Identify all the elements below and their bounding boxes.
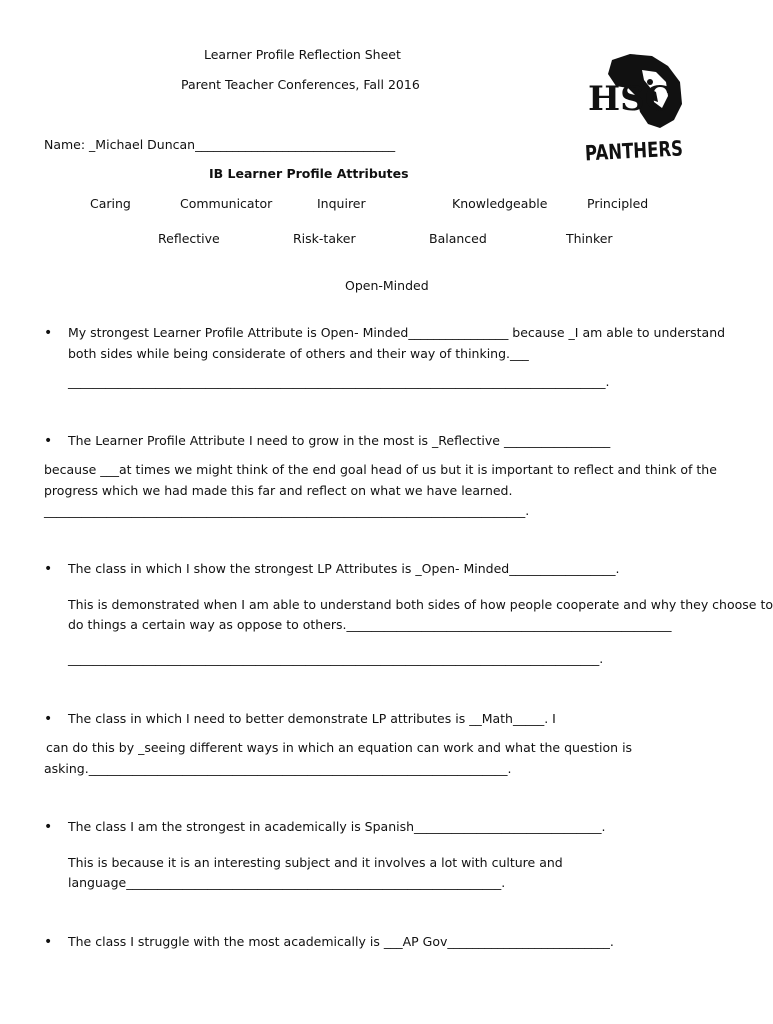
q3-line-3: do things a certain way as oppose to others.____________________________________________________	[68, 617, 672, 632]
attribute-reflective: Reflective	[158, 231, 220, 246]
q5-line-1: The class I am the strongest in academically is Spanish______________________________.	[68, 819, 606, 834]
attribute-principled: Principled	[587, 196, 649, 211]
q2-line-1: The Learner Profile Attribute I need to grow in the most is _Reflective _________________	[68, 433, 611, 448]
q1-line-1: My strongest Learner Profile Attribute is Open- Minded________________ because _I am able to understand	[68, 325, 726, 340]
q4-line-2: can do this by _seeing different ways in which an equation can work and what the question is	[46, 740, 633, 755]
q1-line-2: both sides while being considerate of others and their way of thinking.___	[68, 346, 529, 361]
q2-line-2: because ___at times we might think of the end goal head of us but it is important to reflect and think of the	[44, 462, 717, 477]
attribute-thinker: Thinker	[566, 231, 613, 246]
bullet-6: •	[44, 934, 53, 950]
bullet-3: •	[44, 561, 53, 577]
q5-line-2: This is because it is an interesting subject and it involves a lot with culture and	[68, 855, 563, 870]
bullet-2: •	[44, 433, 53, 449]
sheet-subtitle: Parent Teacher Conferences, Fall 2016	[181, 77, 420, 92]
bullet-5: •	[44, 819, 53, 835]
attribute-open-minded: Open-Minded	[345, 278, 429, 293]
q4-line-3: asking.___________________________________________________________________.	[44, 761, 512, 776]
q4-line-1: The class in which I need to better demonstrate LP attributes is __Math_____. I	[68, 711, 556, 726]
attribute-risk-taker: Risk-taker	[293, 231, 356, 246]
attributes-heading: IB Learner Profile Attributes	[209, 166, 409, 181]
q3-line-2: This is demonstrated when I am able to understand both sides of how people cooperate and why they choose to	[68, 597, 773, 612]
q1-line-3: ______________________________________________________________________________________.	[68, 374, 610, 389]
q3-line-1: The class in which I show the strongest LP Attributes is _Open- Minded_________________.	[68, 561, 620, 576]
attribute-communicator: Communicator	[180, 196, 273, 211]
attribute-balanced: Balanced	[429, 231, 487, 246]
q3-line-4: _____________________________________________________________________________________.	[68, 651, 604, 666]
bullet-4: •	[44, 711, 53, 727]
sheet-title: Learner Profile Reflection Sheet	[204, 47, 401, 62]
q2-line-3: progress which we had made this far and reflect on what we have learned.	[44, 483, 513, 498]
bullet-1: •	[44, 325, 53, 341]
panthers-logo	[582, 52, 711, 170]
attribute-knowledgeable: Knowledgeable	[452, 196, 548, 211]
attribute-inquirer: Inquirer	[317, 196, 366, 211]
logo-monogram: HSC	[588, 79, 672, 119]
logo-wordmark: PANTHERS	[584, 134, 711, 166]
q5-line-3: language____________________________________________________________.	[68, 875, 506, 890]
student-name-line: Name: _Michael Duncan________________________________	[44, 137, 396, 152]
q6-line-1: The class I struggle with the most academically is ___AP Gov__________________________.	[68, 934, 614, 949]
q2-line-4: _____________________________________________________________________________.	[44, 503, 530, 518]
attribute-caring: Caring	[90, 196, 131, 211]
